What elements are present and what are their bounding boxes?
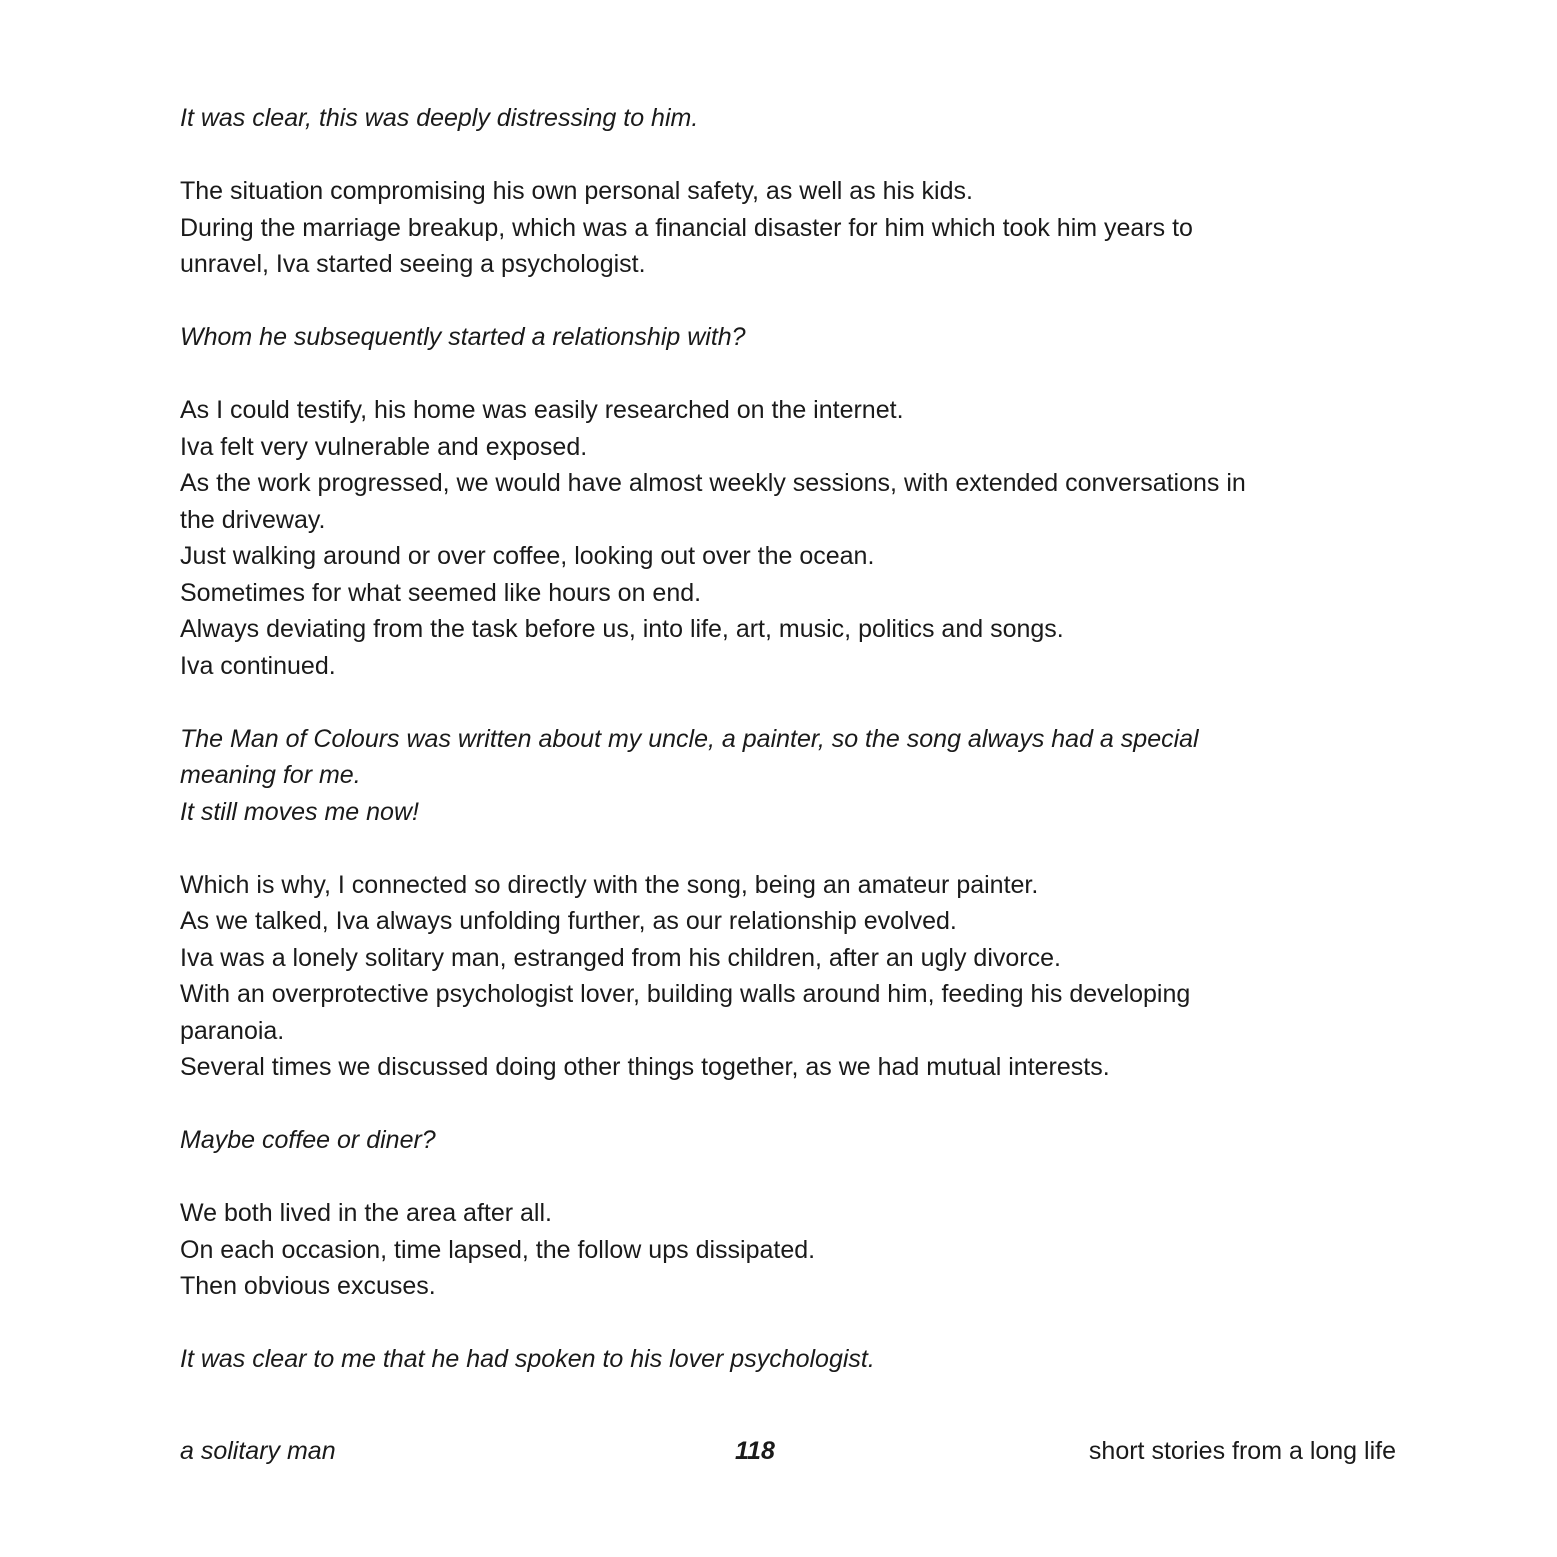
text-line: unravel, Iva started seeing a psychologist. <box>180 250 646 278</box>
text-line: The situation compromising his own personal safety, as well as his kids. <box>180 177 973 205</box>
text-line: the driveway. <box>180 505 326 534</box>
footer-chapter-title: a solitary man <box>180 1437 336 1465</box>
paragraph <box>180 392 1400 684</box>
text-line: On each occasion, time lapsed, the follow ups dissipated. <box>180 1235 816 1264</box>
text-line: Iva was a lonely solitary man, estranged from his children, after an ugly divorce. <box>180 943 1061 972</box>
paragraph <box>180 173 1400 283</box>
text-line: Always deviating from the task before us, into life, art, music, politics and songs. <box>180 615 1064 643</box>
text-line: meaning for me. <box>180 761 361 789</box>
text-line: It still moves me now! <box>180 797 419 826</box>
text-line: The Man of Colours was written about my uncle, a painter, so the song always had a special <box>180 724 1199 753</box>
text-line: It was clear to me that he had spoken to his lover psychologist. <box>180 1345 875 1373</box>
text-line: As we talked, Iva always unfolding further, as our relationship evolved. <box>180 907 957 935</box>
paragraph <box>180 721 1400 831</box>
text-line: During the marriage breakup, which was a financial disaster for him which took him years to <box>180 213 1193 242</box>
text-line: With an overprotective psychologist lover, building walls around him, feeding his developing <box>180 980 1191 1008</box>
text-line: It was clear, this was deeply distressing to him. <box>180 104 699 132</box>
text-line: Just walking around or over coffee, looking out over the ocean. <box>180 542 875 570</box>
text-line: Whom he subsequently started a relationship with? <box>180 323 746 351</box>
text-line: Several times we discussed doing other things together, as we had mutual interests. <box>180 1053 1110 1081</box>
footer-book-title: short stories from a long life <box>1088 1437 1396 1465</box>
paragraph <box>180 1195 1400 1305</box>
text-line: Iva continued. <box>180 651 336 680</box>
paragraph <box>180 1341 1400 1378</box>
paragraph <box>180 100 1400 137</box>
text-line: paranoia. <box>180 1016 285 1045</box>
page-number: 118 <box>735 1437 775 1465</box>
text-line: As I could testify, his home was easily researched on the internet. <box>180 396 904 424</box>
text-line: As the work progressed, we would have almost weekly sessions, with extended conversations in <box>180 469 1246 497</box>
text-line: Which is why, I connected so directly with the song, being an amateur painter. <box>180 870 1039 899</box>
paragraph <box>180 1122 1400 1159</box>
paragraph <box>180 319 1400 356</box>
text-line: Iva felt very vulnerable and exposed. <box>180 432 588 461</box>
text-line: Maybe coffee or diner? <box>180 1126 436 1154</box>
text-line: Sometimes for what seemed like hours on end. <box>180 578 702 607</box>
text-line: Then obvious excuses. <box>180 1272 436 1300</box>
paragraph <box>180 867 1400 1086</box>
page-body <box>180 100 1400 1414</box>
page-footer <box>180 1433 1396 1469</box>
text-line: We both lived in the area after all. <box>180 1199 552 1227</box>
